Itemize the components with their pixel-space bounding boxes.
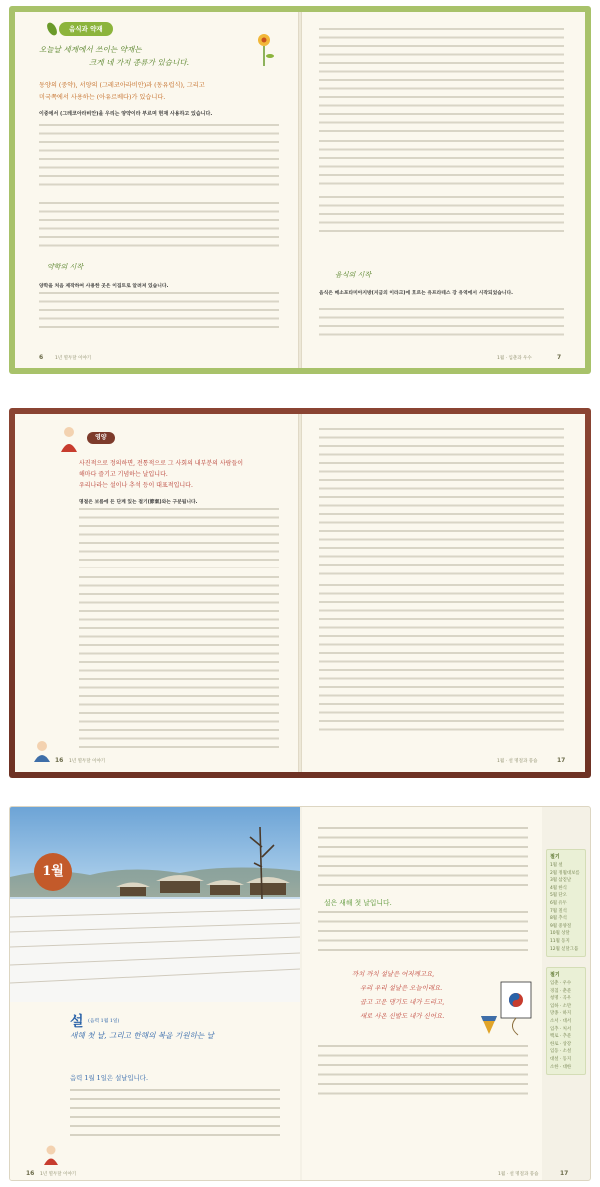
bold-sentence: 이중에서 (그레코아라비안)을 우리는 양약이라 부르며 현재 사용하고 있습니다. [39,111,213,117]
title-main: 설 [70,1014,84,1030]
footer-book-title: 1년 열두달 이야기 [55,356,92,361]
sidebar-item: 백로 · 추분 [550,1034,572,1040]
sidebar-item: 3월 삼짇날 [550,878,572,884]
body-text-block [39,202,279,252]
snow-village-photo [10,807,300,1002]
body-text-block [319,308,564,338]
top-spinner-icon [478,1012,500,1036]
footer-book-title: 1년 열두달 이야기 [40,1172,77,1177]
quote-line-3: 곱고 고운 댕기도 내가 드리고, [360,998,445,1006]
sidebar-item: 청명 · 곡우 [550,996,572,1002]
sidebar-item: 소한 · 대한 [550,1064,572,1070]
intro-line-1: 동양의 (중약), 서양의 (그레코아라비안)과 (동유럽식), 그리고 [39,82,205,89]
page-number-right: 17 [557,757,566,764]
right-subhead: 설은 새해 첫 날입니다. [324,899,392,907]
sidebar-item: 7월 칠석 [550,908,567,914]
subhead-right-bold: 음식은 메소포타미아지방(지금의 이라크)에 흐르는 유프라테스 강 유역에서 시작되었습니다. [319,291,513,296]
holiday-sidebar [546,849,586,957]
child-illustration-icon [29,738,55,764]
book-gutter [298,414,302,772]
subhead-right: 음식의 시작 [335,271,372,279]
sidebar-item: 한로 · 상강 [550,1041,572,1047]
footer-chapter: 1월 · 설 명절과 풍습 [497,759,538,764]
headline-line-1: 사진적으로 정의하면, 전통적으로 그 사회의 내부분의 사람들이 [79,460,244,467]
snow-scene-drawing [10,807,300,1002]
subhead-left: 약학의 시작 [47,263,84,271]
spread-food-medicine [9,6,591,374]
child-illustration-icon [40,1143,62,1167]
subhead-left-bold: 양학을 처음 제작하여 사용한 곳은 이집트로 알려져 있습니다. [39,284,169,289]
headline-line-1: 오늘날 세계에서 쓰이는 약재는 [39,45,142,54]
sidebar-item: 10월 상달 [550,931,570,937]
footer-book-title: 1년 열두달 이야기 [69,759,106,764]
sidebar-list [550,980,582,1071]
sidebar-item: 입춘 · 우수 [550,981,572,986]
sidebar-item: 대설 · 동지 [550,1056,572,1062]
quote-line-1: 까치 까치 설날은 어저께고요, [352,970,435,978]
sidebar-item: 소서 · 대서 [550,1018,572,1024]
quote-line-4: 새로 사온 신발도 내가 신어요. [360,1012,445,1020]
body-text-block [318,827,528,887]
sidebar-item: 11월 동지 [550,938,570,944]
body-text-block [39,292,279,332]
body-text-block [319,196,564,236]
body-text-block [79,508,279,568]
subhead-bottom: 음력 1월 1일은 설날입니다. [70,1074,148,1082]
body-text-block [39,124,279,192]
sidebar-title: 절기 [550,972,560,978]
body-text-block [79,576,279,748]
sidebar-item: 망종 · 하지 [550,1011,572,1017]
page-number-right: 7 [557,354,562,361]
sidebar-item: 5월 단오 [550,893,567,899]
flower-icon [249,30,279,70]
sidebar-item: 입하 · 소만 [550,1003,572,1009]
headline-line-2: 크게 네 가지 종류가 있습니다. [89,58,190,67]
headline-line-3: 우리나라는 설이나 추석 등이 대표적입니다. [79,482,193,489]
quote-line-2: 우리 우리 설날은 오늘이래요. [360,984,443,992]
page-number-left: 16 [55,757,64,764]
sidebar-item: 입추 · 처서 [550,1026,572,1032]
footer-chapter: 1월 · 입춘과 우수 [497,356,532,361]
sidebar-item: 12월 섣달그믐 [550,946,579,952]
sidebar-item: 8월 추석 [550,916,567,922]
body-text-block [319,584,564,734]
body-text-block [318,911,528,955]
page-number-left: 6 [39,354,44,361]
spread-holidays [9,408,591,778]
body-text-block [319,428,564,576]
sidebar-item: 입동 · 소설 [550,1049,572,1055]
page-number-right: 17 [560,1170,569,1177]
sidebar-item: 6월 유두 [550,900,567,906]
title-line: 새해 첫 날, 그리고 한해의 복을 기원하는 날 [70,1031,215,1040]
title-sub: (음력 1월 1일) [88,1019,120,1024]
page-number-left: 16 [26,1170,35,1177]
sidebar-item: 1월 설 [550,863,563,868]
body-text-block [318,1045,528,1101]
leaf-icon [43,20,61,38]
spread-january [9,806,591,1181]
bold-sentence: 명절은 보름에 든 단계 있는 절기(節氣)와는 구분됩니다. [79,500,198,505]
sidebar-item: 9월 중양절 [550,923,572,929]
kite-icon [496,977,536,1037]
body-text-block [319,140,564,190]
month-badge: 1월 [34,853,72,891]
solar-term-sidebar [546,967,586,1075]
body-text-block [319,28,564,134]
body-text-block [70,1089,280,1141]
sidebar-item: 2월 정월대보름 [550,870,580,876]
person-icon [55,424,83,454]
section-tab: 영양 [87,432,115,444]
intro-line-2: 미국쪽에서 사용하는 (아유르베다)가 있습니다. [39,94,166,101]
section-tab: 음식과 약재 [59,22,113,36]
sidebar-item: 4월 한식 [550,885,567,891]
headline-line-2: 해마다 즐기고 기념하는 날입니다. [79,471,168,478]
sidebar-item: 경칩 · 춘분 [550,988,572,994]
sidebar-list [550,862,582,953]
footer-chapter: 1월 · 설 명절과 풍습 [498,1172,539,1177]
sidebar-title: 절기 [550,854,560,860]
book-gutter [298,12,302,368]
